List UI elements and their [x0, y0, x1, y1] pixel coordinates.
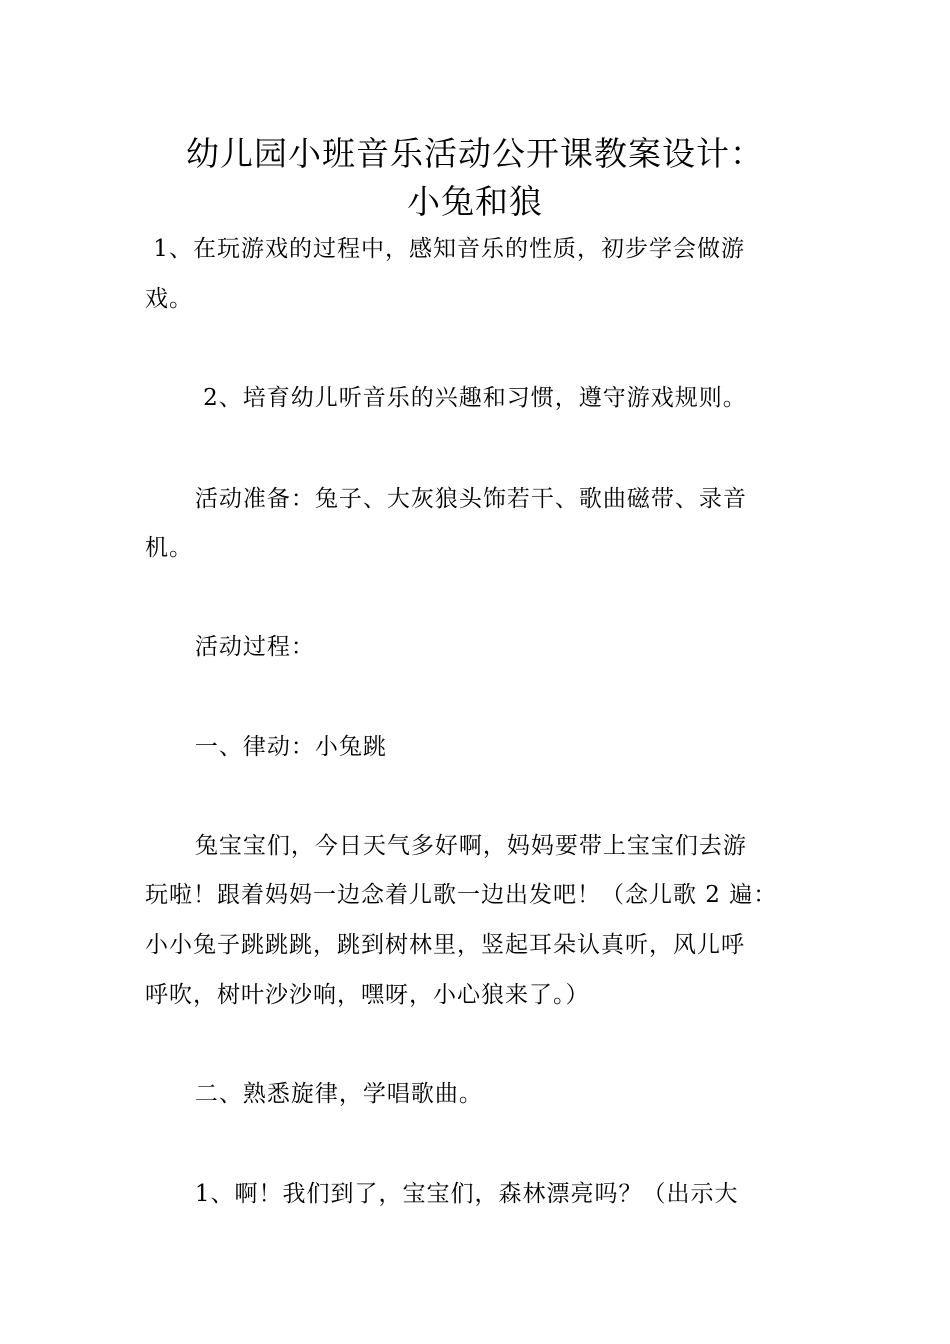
objective-1-line-1: 1、在玩游戏的过程中，感知音乐的性质，初步学会做游 [145, 236, 745, 262]
step-1-line: 1、啊！我们到了，宝宝们，森林漂亮吗？（出示大 [145, 1181, 739, 1207]
paragraph-line-4: 呼吹，树叶沙沙响，嘿呀，小心狼来了。） [145, 982, 590, 1008]
preparation-line-2: 机。 [145, 535, 193, 561]
section-1-heading: 一、律动：小兔跳 [145, 734, 387, 760]
objective-2: 2、培育幼儿听音乐的兴趣和习惯，遵守游戏规则。 [145, 385, 747, 411]
preparation-line-1: 活动准备：兔子、大灰狼头饰若干、歌曲磁带、录音 [145, 486, 747, 512]
objective-1-line-2: 戏。 [145, 286, 193, 312]
paragraph-line-2: 玩啦！跟着妈妈一边念着儿歌一边出发吧！（念儿歌 2 遍： [145, 882, 778, 908]
section-2-heading: 二、熟悉旋律，学唱歌曲。 [145, 1081, 483, 1107]
paragraph-line-3: 小小兔子跳跳跳，跳到树林里，竖起耳朵认真听，风儿呼 [145, 932, 745, 958]
document-title-line-1: 幼儿园小班音乐活动公开课教案设计： [186, 134, 764, 173]
process-heading: 活动过程： [145, 634, 315, 660]
document-title-line-2: 小兔和狼 [407, 182, 543, 221]
paragraph-line-1: 兔宝宝们，今日天气多好啊，妈妈要带上宝宝们去游 [145, 833, 747, 859]
